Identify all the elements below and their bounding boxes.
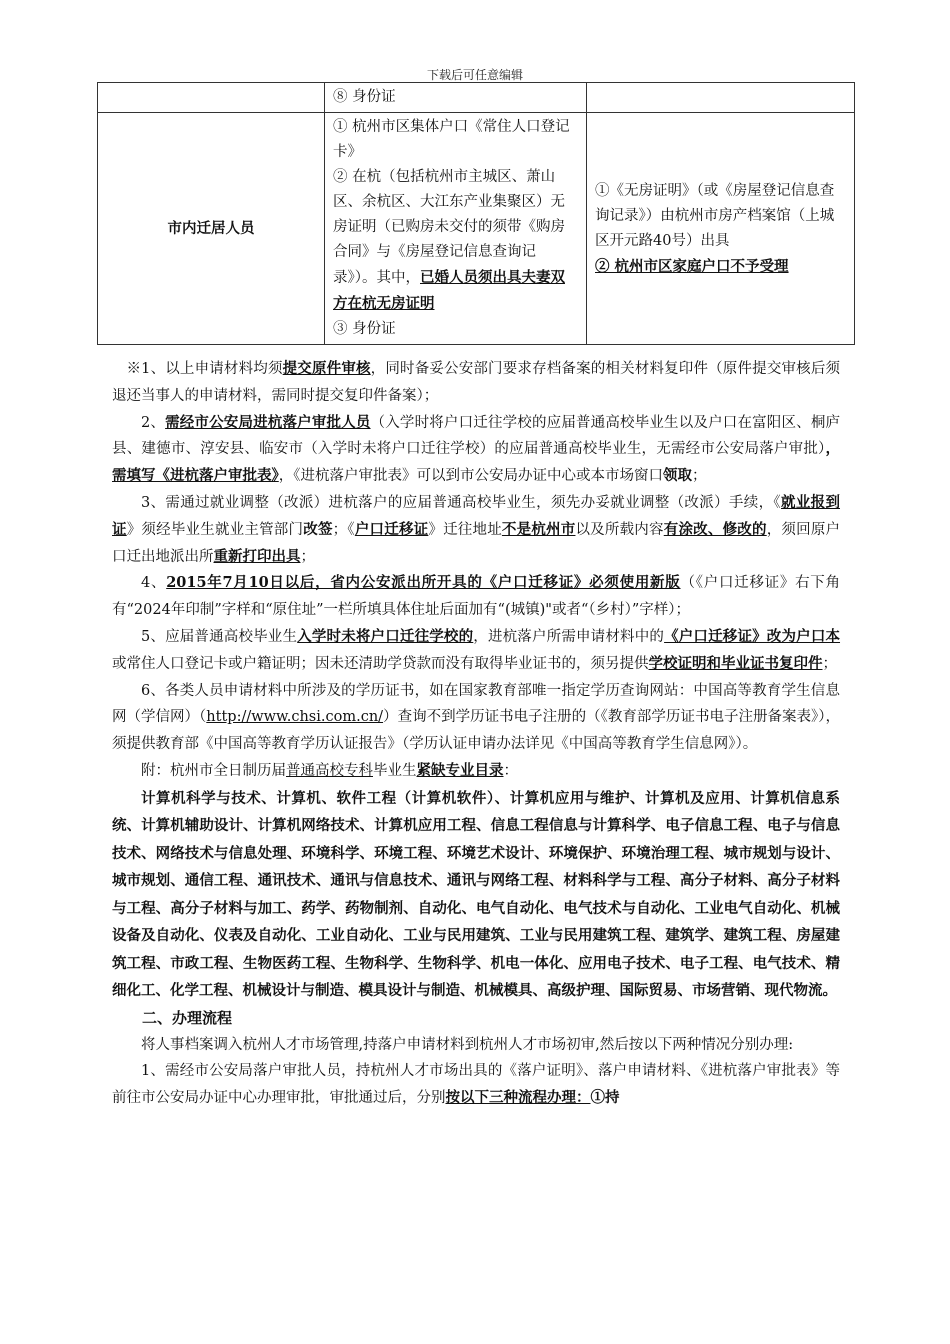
emphasis-text: 2015年7月10日以后，省内公安派出所开具的《户口迁移证》必须使用新版 bbox=[166, 574, 681, 592]
text: ， bbox=[825, 440, 840, 458]
emphasis-text: 需经市公安局进杭落户审批人员 bbox=[165, 413, 371, 431]
majors-list: 计算机科学与技术、计算机、软件工程（计算机软件）、计算机应用与维护、计算机及应用、计算机信息系统、计算机辅助设计、计算机网络技术、计算机应用工程、信息工程信息与计算科学、电子信息工程、电子与信息技术、网络技术与信息处理、环境科学、环境工程、环境艺术设计、环境保护、环境治理工程、城市规划与设计、城市规划、通信工程、通讯技术、通讯与信息技术、通讯与网络工程、材料科学与工程、高分子材料、高分子材料与工程、高分子材料与加工、药学、药物制剂、自动化、电气自动化、电气技术与自动化、工业电气自动化、机械设备及自动化、仪表及自动化、工业自动化、工业与民用建筑、工业与民用建筑工程、建筑学、建筑工程、房屋建筑工程、市政工程、生物医药工程、生物科学、生物科学、机电一体化、应用电子技术、电子工程、电气技术、精细化工、化学工程、机械设计与制造、模具设计与制造、机械模具、高级护理、国际贸易、市场营销、现代物流。 bbox=[112, 789, 840, 1000]
cell-text: ⑧ 身份证 bbox=[333, 89, 396, 105]
emphasis-text: 就业报到证 bbox=[112, 493, 840, 538]
text: 4、 bbox=[141, 575, 167, 592]
chsi-link[interactable]: http://www.chsi.com.cn/ bbox=[206, 709, 384, 726]
text: 毕业生 bbox=[373, 762, 417, 779]
text: 以及所载内容 bbox=[575, 521, 664, 538]
emphasis-text: 入学时未将户口迁往学校的 bbox=[297, 627, 474, 645]
cell-text: ① 杭州市区集体户口《常住人口登记卡》 bbox=[333, 119, 570, 160]
note-5 bbox=[112, 624, 840, 678]
text: 6、各类人员申请材料中所涉及的学历证书，如在国家教育部唯一指定学历查询网站：中国高等教育学生信息网（学信网）（ bbox=[112, 682, 840, 726]
note-6 bbox=[112, 678, 840, 758]
page-header: 下载后可任意编辑 bbox=[426, 68, 523, 82]
text: ）查询不到学历证书电子注册的（《教育部学历证书电子注册备案表》），须提供教育部《中国高等教育学历认证报告》（学历认证申请办法详见《中国高等教育学生信息网》）。 bbox=[112, 709, 841, 753]
emphasis-text: 普通高校专科 bbox=[286, 762, 373, 779]
emphasis-text: 学校证明和毕业证书复印件 bbox=[648, 654, 823, 672]
text: ： bbox=[503, 762, 518, 779]
section-paragraph: 将人事档案调入杭州人才市场管理,持落户申请材料到杭州人才市场初审,然后按以下两种情况分别办理: bbox=[141, 1036, 794, 1053]
emphasis-text: 领取 bbox=[663, 467, 692, 485]
text: ； bbox=[300, 548, 315, 565]
text: ，须回原户口迁出地派出所 bbox=[112, 521, 841, 565]
emphasis-text: 按以下三种流程办理： bbox=[445, 1089, 591, 1107]
cell-text-part: ② 在杭（包括杭州市主城区、萧山区、余杭区、大江东产业集聚区）无房证明（已购房未交付的须带《购房合同》与《房屋登记信息查询记录》）。其中， bbox=[333, 169, 565, 286]
emphasis-text: 重新打印出具 bbox=[213, 547, 301, 565]
text: 3、需通过就业调整（改派）进杭落户的应届普通高校毕业生，须先办妥就业调整（改派）手续，《 bbox=[141, 494, 781, 511]
note-3 bbox=[112, 490, 840, 570]
emphasis-text: 有涂改、修改的 bbox=[663, 520, 767, 538]
emphasis-text: 紧缺专业目录 bbox=[416, 761, 504, 779]
cell-text: ①《无房证明》（或《房屋登记信息查询记录》）由杭州市房产档案馆（上城区开元路40号）出具 bbox=[595, 182, 835, 249]
text: （入学时将户口迁往学校的应届普通高校毕业生以及户口在富阳区、桐庐县、建德市、淳安县、临安市（入学时未将户口迁往学校）的应届普通高校毕业生，无需经市公安局落户审批） bbox=[112, 414, 840, 458]
table-row bbox=[98, 83, 855, 113]
text: 》须经毕业生就业主管部门 bbox=[126, 521, 304, 538]
section-title: 二、办理流程 bbox=[142, 1008, 233, 1027]
note-1 bbox=[112, 356, 840, 410]
text: 附：杭州市全日制历届 bbox=[141, 762, 286, 779]
emphasis-text: 提交原件审核 bbox=[282, 360, 371, 377]
appendix-title bbox=[112, 758, 840, 785]
text: 2、 bbox=[141, 414, 166, 431]
text: 》迁往地址 bbox=[428, 521, 502, 538]
emphasis-text: 改签 bbox=[303, 520, 333, 538]
category-cell: 市内迁居人员 bbox=[98, 113, 325, 345]
text: ※1、以上申请材料均须 bbox=[126, 361, 283, 377]
text: ，《进杭落户审批表》可以到市公安局办证中心或本市场窗口 bbox=[278, 468, 663, 485]
text: ，同时备妥公安部门要求存档备案的相关材料复印件（原件提交审核后须退还当事人的申请材料，需同时提交复印件备案）； bbox=[112, 361, 841, 404]
text: ； bbox=[822, 655, 837, 672]
emphasis-text: 已婚人员须出具夫妻双方在杭无房证明 bbox=[333, 269, 565, 312]
cell-text: ③ 身份证 bbox=[333, 321, 396, 337]
cell-text bbox=[333, 165, 578, 317]
emphasis-text: 《户口迁移证》改为户口本 bbox=[664, 627, 841, 645]
table-cell bbox=[587, 83, 855, 113]
emphasis-text: 不是杭州市 bbox=[501, 520, 576, 538]
text: 5、应届普通高校毕业生 bbox=[141, 628, 298, 645]
section-paragraph bbox=[112, 1058, 840, 1112]
emphasis-text: 需填写《进杭落户审批表》 bbox=[112, 467, 279, 485]
note-4 bbox=[112, 570, 840, 624]
emphasis-text: ② 杭州市区家庭户口不予受理 bbox=[595, 257, 789, 275]
text: 或常住人口登记卡或户籍证明；因未还清助学贷款而没有取得毕业证书的，须另提供 bbox=[112, 655, 649, 672]
text: ； bbox=[692, 468, 707, 485]
document-body bbox=[112, 356, 840, 1112]
table-row bbox=[98, 113, 855, 345]
text: （《户口迁移证》右下角有“2024年印制”字样和“原住址”一栏所填具体住址后面加有“(城镇)"或者“（乡村）”字样）； bbox=[112, 575, 841, 619]
text: ，进杭落户所需申请材料中的 bbox=[473, 628, 665, 645]
table-cell bbox=[325, 83, 587, 113]
emphasis-text: 户口迁移证 bbox=[354, 520, 429, 538]
requirements-table bbox=[97, 82, 855, 345]
text: ①持 bbox=[590, 1089, 620, 1107]
materials-cell bbox=[325, 113, 587, 345]
text: 1、需经市公安局落户审批人员，持杭州人才市场出具的《落户证明》、落户申请材料、《进杭落户审批表》等前往市公安局办证中心办理审批，审批通过后，分别 bbox=[112, 1063, 840, 1107]
text: ；《 bbox=[332, 521, 355, 538]
table-cell bbox=[98, 83, 325, 113]
note-2 bbox=[112, 410, 840, 490]
notes-cell bbox=[587, 113, 855, 345]
